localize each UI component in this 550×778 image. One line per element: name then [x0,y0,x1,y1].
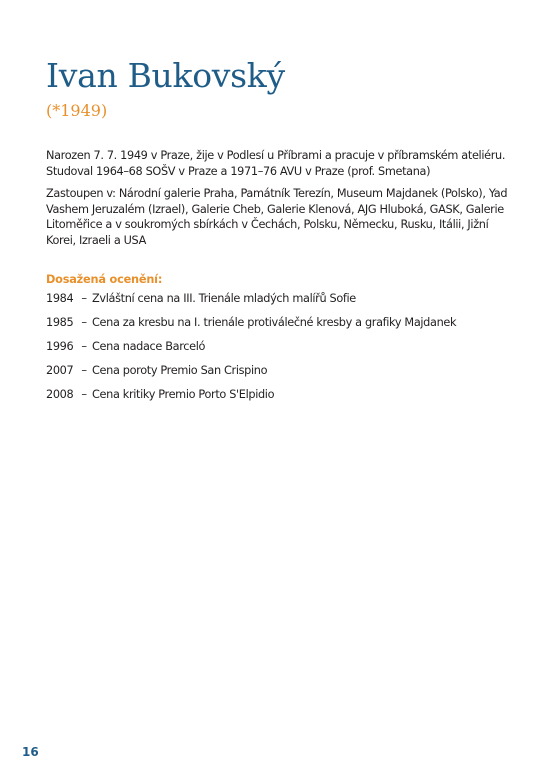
biography [46,148,516,255]
bio-paragraph-collections: Zastoupen v: Národní galerie Praha, Památník Terezín, Museum Majdanek (Polsko), Yad Vashem Jeruzalém (Izrael), Galerie Cheb, Galerie Klenová, AJG Hluboká, GASK, Galerie Litoměřice a v soukromých sbírkách v Čechách, Polsku, Německu, Rusku, Itálii, Jižní Korei, Izraeli a USA [46,187,508,247]
award-item [46,387,516,403]
birth-year: (*1949) [46,101,108,120]
award-dash: – [81,364,87,377]
award-text: Cena kritiky Premio Porto S'Elpidio [92,388,275,401]
award-item [46,339,516,355]
artist-name: Ivan Bukovský [46,56,285,95]
awards-list [46,291,516,411]
award-year: 2007 [46,364,74,377]
award-text: Cena poroty Premio San Crispino [92,364,268,377]
page-number: 16 [22,745,39,759]
award-text: Zvláštní cena na III. Trienále mladých malířů Sofie [92,292,356,305]
bio-paragraph-birth-study: Narozen 7. 7. 1949 v Praze, žije v Podlesí u Příbrami a pracuje v příbramském ateliéru. Studoval 1964–68 SOŠV v Praze a 1971–76 AVU v Praze (prof. Smetana) [46,149,506,178]
award-year: 1984 [46,292,74,305]
award-item [46,315,516,331]
award-dash: – [81,388,87,401]
award-dash: – [81,340,87,353]
award-item [46,291,516,307]
award-year: 2008 [46,388,74,401]
award-dash: – [81,316,87,329]
award-year: 1996 [46,340,74,353]
award-dash: – [81,292,87,305]
awards-heading: Dosažená ocenění: [46,273,163,286]
award-item [46,363,516,379]
award-text: Cena za kresbu na I. trienále protiválečné kresby a grafiky Majdanek [92,316,457,329]
award-year: 1985 [46,316,74,329]
award-text: Cena nadace Barceló [92,340,206,353]
